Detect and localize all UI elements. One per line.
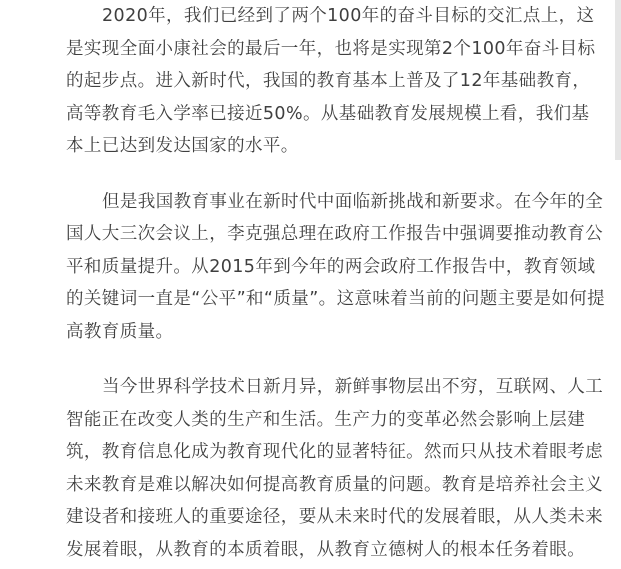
paragraph-3	[66, 371, 604, 566]
paragraph-line: 高教育质量。	[66, 321, 174, 342]
paragraph-line: 建设者和接班人的重要途径，要从未来时代的发展着眼，从人类未来	[66, 507, 603, 527]
article-body	[66, 0, 606, 566]
paragraph-line: 智能正在改变人类的生产和生活。生产力的变革必然会影响上层建	[66, 409, 586, 430]
paragraph-line: 高等教育毛入学率已接近50%。从基础教育发展规模上看，我们基	[66, 103, 590, 124]
paragraph-line: 本上已达到发达国家的水平。	[66, 136, 299, 156]
paragraph-line: 是实现全面小康社会的最后一年，也将是实现第2个100年奋斗目标	[66, 38, 596, 59]
paragraph-line: 平和质量提升。从2015年到今年的两会政府工作报告中，教育领域	[66, 256, 596, 277]
paragraph-line: 当今世界科学技术日新月异，新鲜事物层出不穷，互联网、人工	[102, 377, 604, 397]
paragraph-line: 未来教育是难以解决如何提高教育质量的问题。教育是培养社会主义	[66, 474, 603, 495]
scrollbar[interactable]	[615, 0, 621, 160]
paragraph-line: 的关键词一直是“公平”和“质量”。这意味着当前的问题主要是如何提	[66, 289, 606, 309]
paragraph-line: 的起步点。进入新时代，我国的教育基本上普及了12年基础教育，	[66, 71, 591, 91]
paragraph-line: 国人大三次会议上，李克强总理在政府工作报告中强调要推动教育公	[66, 224, 603, 244]
paragraph-1	[66, 0, 596, 163]
paragraph-line: 但是我国教育事业在新时代中面临新挑战和新要求。在今年的全	[102, 191, 604, 212]
paragraph-line: 发展着眼，从教育的本质着眼，从教育立德树人的根本任务着眼。	[66, 539, 586, 560]
paragraph-2	[66, 186, 606, 349]
paragraph-line: 2020年，我们已经到了两个100年的奋斗目标的交汇点上，这	[102, 6, 595, 26]
paragraph-line: 筑，教育信息化成为教育现代化的显著特征。然而只从技术着眼考虑	[66, 442, 603, 462]
